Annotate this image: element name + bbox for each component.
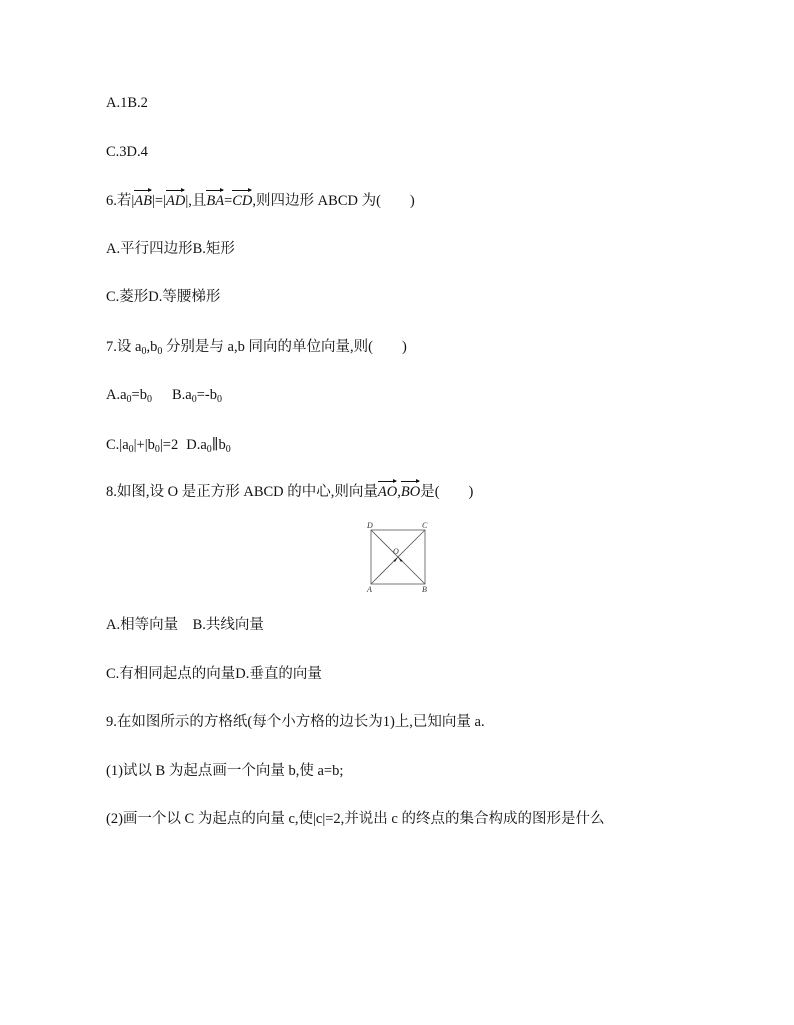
q9-part1: (1)试以 B 为起点画一个向量 b,使 a=b; <box>106 763 344 779</box>
square-abcd-figure <box>362 518 432 594</box>
subscript-zero: 0 <box>157 346 163 357</box>
q7-stem-a: 7.设 a <box>106 339 142 355</box>
subscript-zero: 0 <box>141 346 147 357</box>
label-d: D <box>367 521 373 530</box>
q6-equals: = <box>224 193 233 209</box>
q6-text-prefix: 6.若| <box>106 193 135 209</box>
square-abcd-diagram <box>362 518 432 594</box>
q7-opt-c-pre: C.|a <box>106 437 129 453</box>
vector-ba: BA <box>206 193 225 209</box>
q7-stem-b: ,b <box>146 339 158 355</box>
subscript-zero: 0 <box>225 444 231 455</box>
q6-text-mid1: |=| <box>152 193 166 209</box>
q7-stem-c: 分别是与 a,b 同向的单位向量,则( ) <box>162 339 407 355</box>
q7-stem <box>106 338 407 356</box>
subscript-zero: 0 <box>216 394 222 405</box>
q5-options-cd: C.3D.4 <box>106 144 148 160</box>
label-c: C <box>422 521 428 530</box>
q9-part2: (2)画一个以 C 为起点的向量 c,使|c|=2,并说出 c 的终点的集合构成的图形是什么 <box>106 811 605 827</box>
subscript-zero: 0 <box>128 444 134 455</box>
q7-opt-d-b: b <box>218 437 226 453</box>
subscript-zero: 0 <box>191 394 197 405</box>
q8-options-cd: C.有相同起点的向量D.垂直的向量 <box>106 666 322 682</box>
vector-ab: AB <box>134 193 152 209</box>
q8-comma: , <box>397 484 401 500</box>
vector-cd: CD <box>232 193 253 209</box>
q7-opt-a: A.a <box>106 387 127 403</box>
q7-opt-b-eq: =-b <box>196 387 217 403</box>
q7-opt-d: D.a <box>186 437 207 453</box>
subscript-zero: 0 <box>146 394 152 405</box>
q5-options-ab: A.1B.2 <box>106 95 148 111</box>
label-o: O <box>393 547 399 556</box>
q8-options-ab: A.相等向量 B.共线向量 <box>106 617 264 633</box>
subscript-zero: 0 <box>206 444 212 455</box>
q6-stem <box>106 192 415 210</box>
q6-options-cd: C.菱形D.等腰梯形 <box>106 289 221 305</box>
q7-opt-a-eq: =b <box>131 387 147 403</box>
q8-stem <box>106 483 473 501</box>
label-b: B <box>422 585 427 594</box>
q6-text-suffix: ,则四边形 ABCD 为( ) <box>252 193 415 209</box>
q8-stem-text: 8.如图,设 O 是正方形 ABCD 的中心,则向量 <box>106 484 378 500</box>
subscript-zero: 0 <box>126 394 132 405</box>
label-a: A <box>367 585 372 594</box>
subscript-zero: 0 <box>154 444 160 455</box>
q6-options-ab: A.平行四边形B.矩形 <box>106 241 235 257</box>
q6-text-mid2: |,且 <box>185 193 207 209</box>
q9-stem: 9.在如图所示的方格纸(每个小方格的边长为1)上,已知向量 a. <box>106 714 485 730</box>
q7-opt-b: B.a <box>171 387 192 403</box>
q7-opt-c-post: |=2 <box>159 437 179 453</box>
q8-suffix: 是( ) <box>420 484 474 500</box>
q7-options-cd <box>106 436 231 454</box>
q7-options-ab <box>106 386 222 404</box>
vector-bo: BO <box>400 484 421 500</box>
q7-opt-c-mid: |+|b <box>133 437 155 453</box>
vector-ao: AO <box>377 484 398 500</box>
parallel-symbol: ∥ <box>211 437 219 453</box>
vector-ad: AD <box>165 193 186 209</box>
